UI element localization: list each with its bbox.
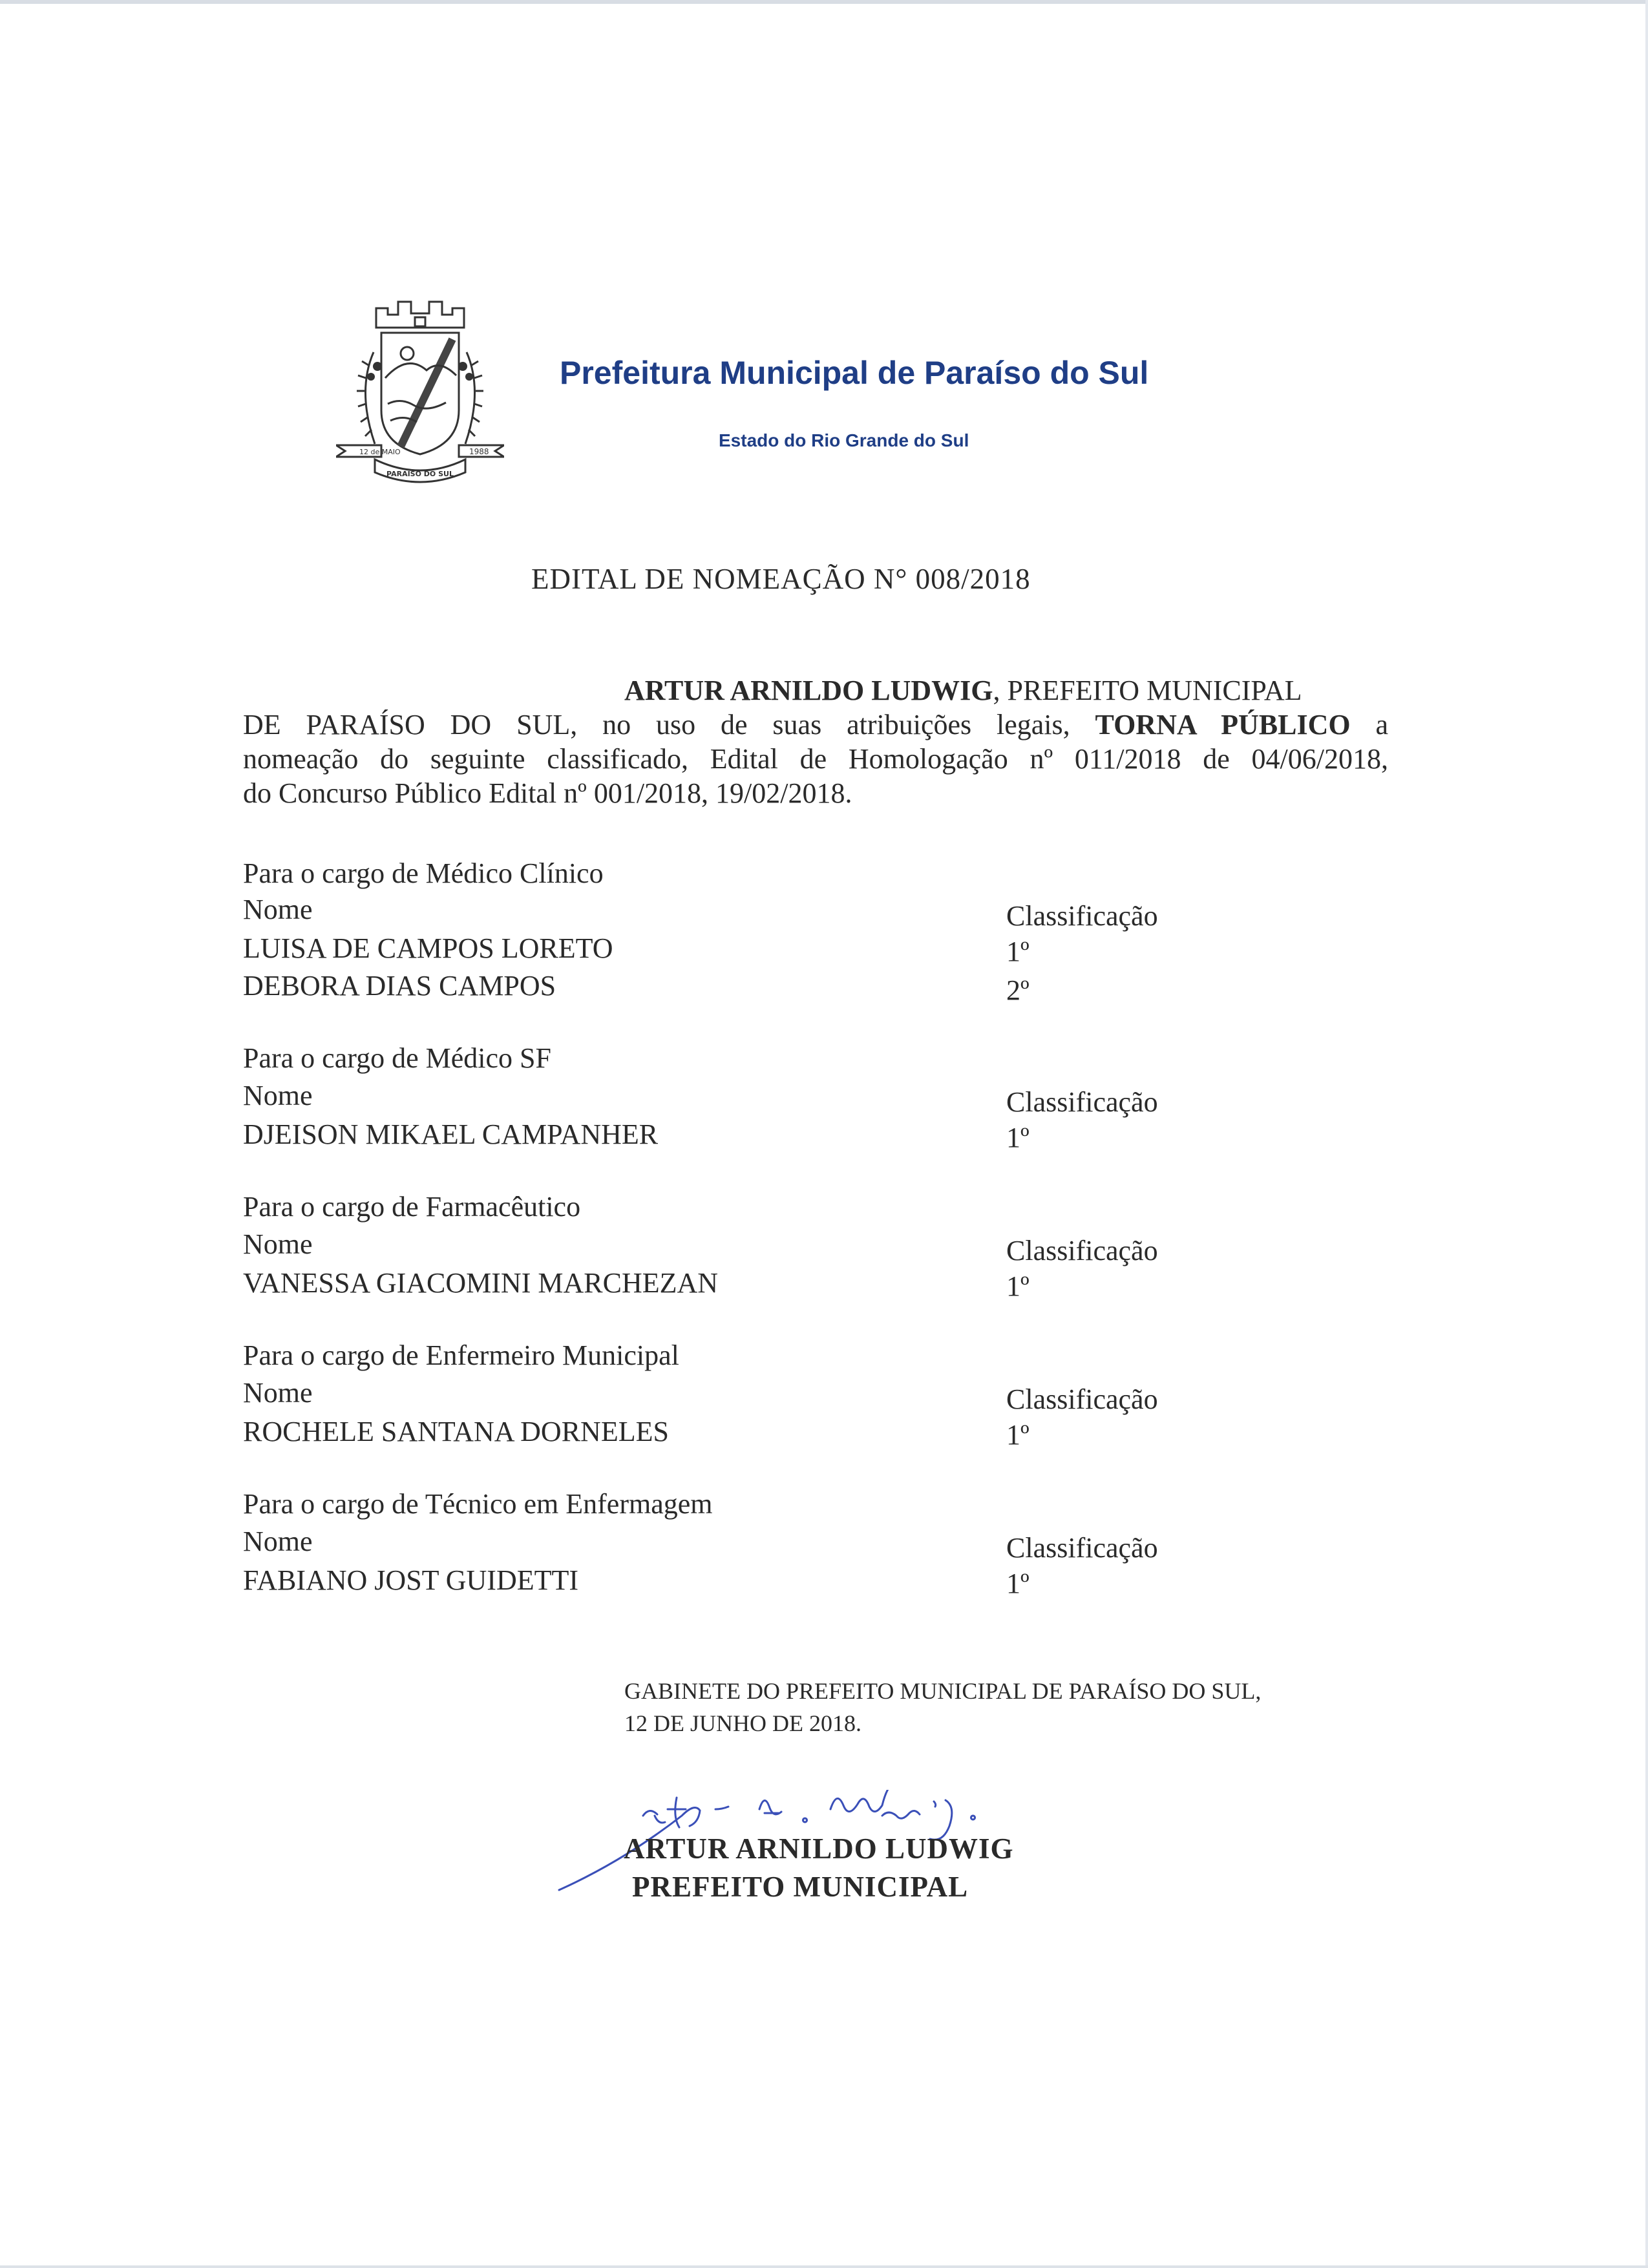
candidate-name: FABIANO JOST GUIDETTI bbox=[243, 1564, 579, 1596]
state-name: Estado do Rio Grande do Sul bbox=[719, 430, 969, 450]
cargo-heading: Para o cargo de Médico SF bbox=[243, 1042, 551, 1074]
cargo-heading: Para o cargo de Técnico em Enfermagem bbox=[243, 1488, 713, 1520]
cargo-heading: Para o cargo de Farmacêutico bbox=[243, 1191, 581, 1223]
crest-ribbon-text: PARAÍSO DO SUL bbox=[386, 470, 454, 478]
candidate-rank: 1º bbox=[1006, 1122, 1030, 1153]
institution-name: Prefeitura Municipal de Paraíso do Sul bbox=[560, 355, 1149, 391]
column-rank-header: Classificação bbox=[1006, 1235, 1158, 1266]
candidate-rank: 1º bbox=[1006, 1270, 1030, 1302]
cargo-heading: Para o cargo de Médico Clínico bbox=[243, 857, 604, 889]
column-name-header: Nome bbox=[243, 1080, 313, 1111]
crest-date-right: 1988 bbox=[469, 447, 489, 456]
scan-edge-right bbox=[1645, 0, 1648, 2268]
closing-date: 12 DE JUNHO DE 2018. bbox=[624, 1710, 861, 1736]
column-rank-header: Classificação bbox=[1006, 900, 1158, 932]
intro-paragraph bbox=[243, 673, 1388, 810]
scan-edge-top bbox=[0, 0, 1648, 4]
coat-of-arms-icon bbox=[336, 294, 504, 488]
candidate-rank: 1º bbox=[1006, 1568, 1030, 1599]
signatory-role: PREFEITO MUNICIPAL bbox=[632, 1871, 969, 1903]
column-rank-header: Classificação bbox=[1006, 1532, 1158, 1564]
column-name-header: Nome bbox=[243, 1377, 313, 1409]
intro-line-1: ARTUR ARNILDO LUDWIG, PREFEITO MUNICIPAL bbox=[624, 675, 1302, 706]
column-name-header: Nome bbox=[243, 1526, 313, 1557]
column-name-header: Nome bbox=[243, 1228, 313, 1260]
candidate-rank: 1º bbox=[1006, 936, 1030, 967]
column-rank-header: Classificação bbox=[1006, 1086, 1158, 1118]
column-name-header: Nome bbox=[243, 894, 313, 925]
signatory-name: ARTUR ARNILDO LUDWIG bbox=[624, 1832, 1014, 1865]
column-rank-header: Classificação bbox=[1006, 1383, 1158, 1415]
candidate-name: LUISA DE CAMPOS LORETO bbox=[243, 932, 613, 964]
candidate-name: VANESSA GIACOMINI MARCHEZAN bbox=[243, 1267, 719, 1299]
scan-edge-bottom bbox=[0, 2265, 1648, 2268]
crest-date-left: 12 de MAIO bbox=[359, 448, 401, 456]
candidate-name: DJEISON MIKAEL CAMPANHER bbox=[243, 1118, 659, 1150]
candidate-name: DEBORA DIAS CAMPOS bbox=[243, 970, 556, 1002]
candidate-rank: 1º bbox=[1006, 1419, 1030, 1451]
mayor-name: ARTUR ARNILDO LUDWIG bbox=[624, 675, 993, 706]
candidate-name: ROCHELE SANTANA DORNELES bbox=[243, 1416, 669, 1447]
torna-publico: TORNA PÚBLICO bbox=[1095, 709, 1351, 740]
intro-line-3: nomeação do seguinte classificado, Edital de Homologação nº 011/2018 de 04/06/2018, bbox=[243, 743, 1388, 775]
cargo-heading: Para o cargo de Enfermeiro Municipal bbox=[243, 1339, 679, 1371]
candidate-rank: 2º bbox=[1006, 974, 1030, 1006]
closing-place: GABINETE DO PREFEITO MUNICIPAL DE PARAÍSO DO SUL, bbox=[624, 1678, 1262, 1704]
intro-line-4: do Concurso Público Edital nº 001/2018, 19/02/2018. bbox=[243, 777, 852, 809]
intro-line-2: DE PARAÍSO DO SUL, no uso de suas atribuições legais, TORNA PÚBLICO a bbox=[243, 709, 1388, 740]
document-title: EDITAL DE NOMEAÇÃO N° 008/2018 bbox=[531, 563, 1031, 595]
